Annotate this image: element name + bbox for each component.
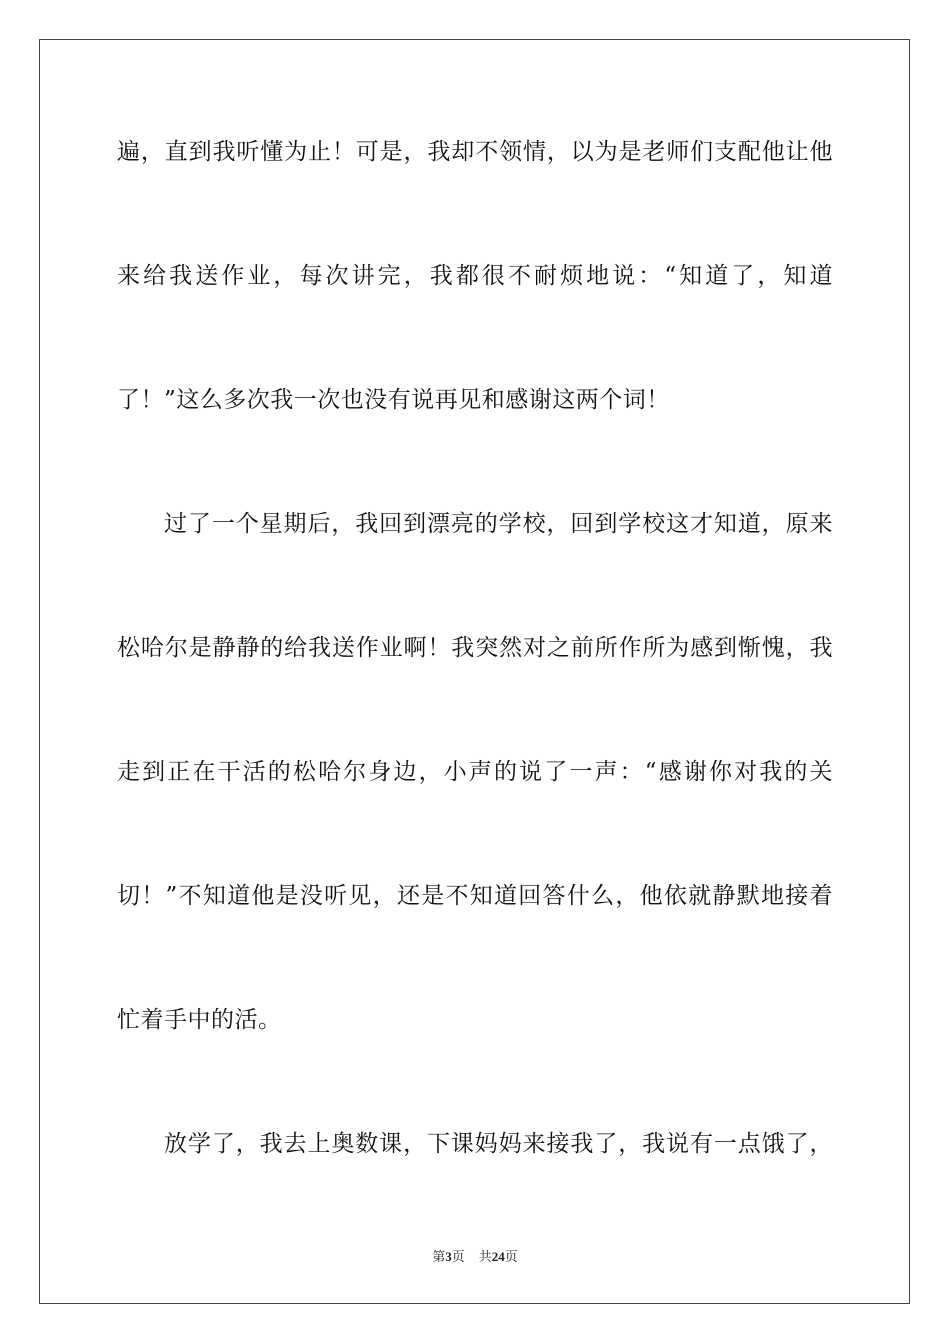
paragraph-start-line-9: 放学了，我去上奥数课，下课妈妈来接我了，我说有一点饿了， bbox=[164, 1131, 833, 1157]
total-pages: 24 bbox=[491, 1249, 505, 1264]
total-prefix: 共 bbox=[478, 1250, 492, 1265]
paragraph-start-line-4: 过了一个星期后，我回到漂亮的学校，回到学校这才知道，原来 bbox=[164, 511, 833, 537]
text-line-1: 遍，直到我听懂为止！可是，我却不领情，以为是老师们支配他让他 bbox=[117, 139, 833, 165]
text-line-2: 来给我送作业，每次讲完，我都很不耐烦地说：“知道了，知道 bbox=[117, 263, 833, 289]
total-suffix: 页 bbox=[504, 1250, 518, 1265]
page-suffix: 页 bbox=[451, 1250, 465, 1265]
text-line-5: 松哈尔是静静的给我送作业啊！我突然对之前所作所为感到惭愧，我 bbox=[117, 635, 833, 661]
page-border bbox=[39, 39, 910, 1304]
text-line-3: 了！”这么多次我一次也没有说再见和感谢这两个词！ bbox=[117, 387, 670, 413]
text-line-6: 走到正在干活的松哈尔身边，小声的说了一声：“感谢你对我的关 bbox=[117, 759, 833, 785]
text-line-8: 忙着手中的活。 bbox=[117, 1007, 282, 1033]
page-prefix: 第 bbox=[432, 1250, 446, 1265]
page-number: 3 bbox=[445, 1249, 452, 1264]
text-line-7: 切！”不知道他是没听见，还是不知道回答什么，他依就静默地接着 bbox=[117, 883, 833, 909]
page-footer bbox=[0, 1248, 950, 1267]
